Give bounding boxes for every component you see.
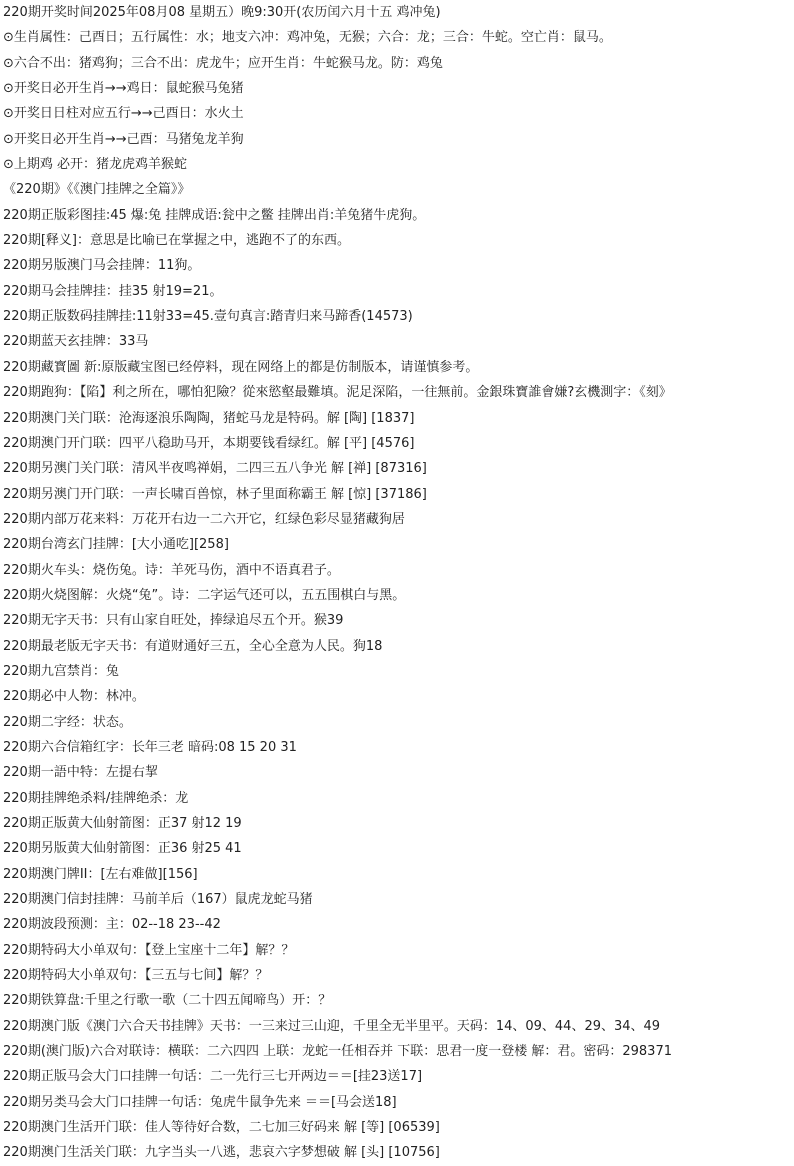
text-line: 220期另类马会大门口挂牌一句话：兔虎牛鼠争先来 ＝＝[马会送18] xyxy=(3,1094,397,1110)
text-line: 220期澳门生活关门联：九字当头一八逃，悲哀六字梦想破 解 [头] [10756] xyxy=(3,1145,440,1161)
text-line: 220期必中人物：林冲。 xyxy=(3,689,145,705)
text-line: 220期另澳门开门联：一声长啸百兽惊，林子里面称霸王 解 [惊] [37186] xyxy=(3,486,427,502)
text-line: 220期特码大小单双句：【三五与七间】解？？ xyxy=(3,968,269,984)
text-line: 220期[释义]：意思是比喻已在掌握之中，逃跑不了的东西。 xyxy=(3,233,350,249)
text-line: 220期波段预测：主：02--18 23--42 xyxy=(3,917,221,933)
text-line: 220期跑狗：【陷】利之所在，哪怕犯險？從來慾壑最難填。泥足深陷，一往無前。金銀珠寶誰會嫌?玄機測字：《刻》 xyxy=(3,385,672,401)
text-line: 220期台湾玄门挂牌：[大小通吃][258] xyxy=(3,537,229,553)
text-line: 220期六合信箱红字：长年三老 暗码:08 15 20 31 xyxy=(3,739,297,755)
text-line: 220期火烧图解：火烧“兔”。诗：二字运气还可以，五五围棋白与黑。 xyxy=(3,587,406,603)
text-line: 220期澳门开门联：四平八稳助马开，本期要钱看绿红。解 [平] [4576] xyxy=(3,435,415,451)
text-line: 220期正版黄大仙射箭图：正37 射12 19 xyxy=(3,816,242,831)
text-line: 220期开奖时间2025年08月08 星期五）晚9:30开(农历闰六月十五 鸡冲兔) xyxy=(3,5,441,20)
text-line: 《220期》《《澳门挂牌之全篇》》 xyxy=(3,182,191,198)
text-line: 220期另澳门关门联：清风半夜鸣禅娟，二四三五八争光 解 [禅] [87316] xyxy=(3,461,427,477)
text-line: ⊙六合不出：猪鸡狗；三合不出：虎龙牛；应开生肖：牛蛇猴马龙。防：鸡兔 xyxy=(3,55,443,71)
text-line: 220期正版彩图挂:45 爆:兔 挂牌成语:瓮中之鳖 挂牌出肖:羊兔猪牛虎狗。 xyxy=(3,207,426,223)
text-line: 220期澳门信封挂牌：马前羊后（167）鼠虎龙蛇马猪 xyxy=(3,892,313,908)
text-line: ⊙开奖日必开生肖→→鸡日：鼠蛇猴马兔猪 xyxy=(3,81,244,97)
text-line: 220期澳门版《澳门六合天书挂牌》天书：一三来过三山迎，千里全无半里平。天码：14、09、44、29、34、49 xyxy=(3,1018,661,1034)
text-line: 220期澳门关门联：沧海逐浪乐陶陶，猪蛇马龙是特码。解 [陶] [1837] xyxy=(3,410,415,426)
text-line: ⊙开奖日日柱对应五行→→己酉日：水火土 xyxy=(3,106,244,122)
text-line: 220期澳门生活开门联：佳人等待好合数，二七加三好码来 解 [等] [06539] xyxy=(3,1120,440,1136)
text-line: 220期另版黄大仙射箭图：正36 射25 41 xyxy=(3,841,242,857)
text-line: 220期铁算盘:千里之行歌一歌（二十四五闻啼鸟）开：？ xyxy=(3,993,332,1009)
text-line: 220期火车头：烧伤兔。诗：羊死马伤，酒中不语真君子。 xyxy=(3,562,340,578)
text-line: 220期挂牌绝杀料/挂牌绝杀：龙 xyxy=(3,790,189,806)
text-line: 220期一語中特：左提右挈 xyxy=(3,765,158,781)
text-line: 220期正版马会大门口挂牌一句话：二一先行三七开两边＝＝[挂23送17] xyxy=(3,1069,423,1085)
text-line: 220期澳门牌II：[左右难做][156] xyxy=(3,866,198,882)
text-line: 220期内部万花来料：万花开右边一二六开它，红绿色彩尽显猪藏狗居 xyxy=(3,511,405,527)
text-line: 220期另版澳门马会挂牌：11狗。 xyxy=(3,258,201,274)
text-line: 220期无字天书：只有山家自旺处，捧绿追尽五个开。猴39 xyxy=(3,613,344,629)
text-line: 220期最老版无字天书：有道财通好三五，全心全意为人民。狗18 xyxy=(3,638,383,654)
text-line: 220期特码大小单双句：【登上宝座十二年】解？？ xyxy=(3,942,295,958)
text-line: 220期(澳门版)六合对联诗：横联：二六四四 上联：龙蛇一任相吞并 下联：思君一度一登楼 解：君。密码：298371 xyxy=(3,1044,672,1060)
text-line: 220期蓝天玄挂牌：33马 xyxy=(3,334,149,350)
text-line: 220期正版数码挂牌挂:11射33=45.壹句真言:踏青归来马蹄香(14573) xyxy=(3,309,413,325)
text-line: 220期九宫禁肖：兔 xyxy=(3,663,119,679)
text-line: ⊙开奖日必开生肖→→己酉：马猪兔龙羊狗 xyxy=(3,131,244,147)
text-line: 220期马会挂牌挂：挂35 射19=21。 xyxy=(3,283,223,299)
text-line: ⊙上期鸡 必开：猪龙虎鸡羊猴蛇 xyxy=(3,157,188,173)
text-line: 220期二字经：状态。 xyxy=(3,714,132,730)
text-line: 220期藏寳圖 新:原版藏宝图已经停料，现在网络上的都是仿制版本，请谨慎参考。 xyxy=(3,359,479,375)
text-line: ⊙生肖属性：己酉日；五行属性：水；地支六冲：鸡冲兔，无猴；六合：龙；三合：牛蛇。空亡肖：鼠马。 xyxy=(3,30,612,46)
